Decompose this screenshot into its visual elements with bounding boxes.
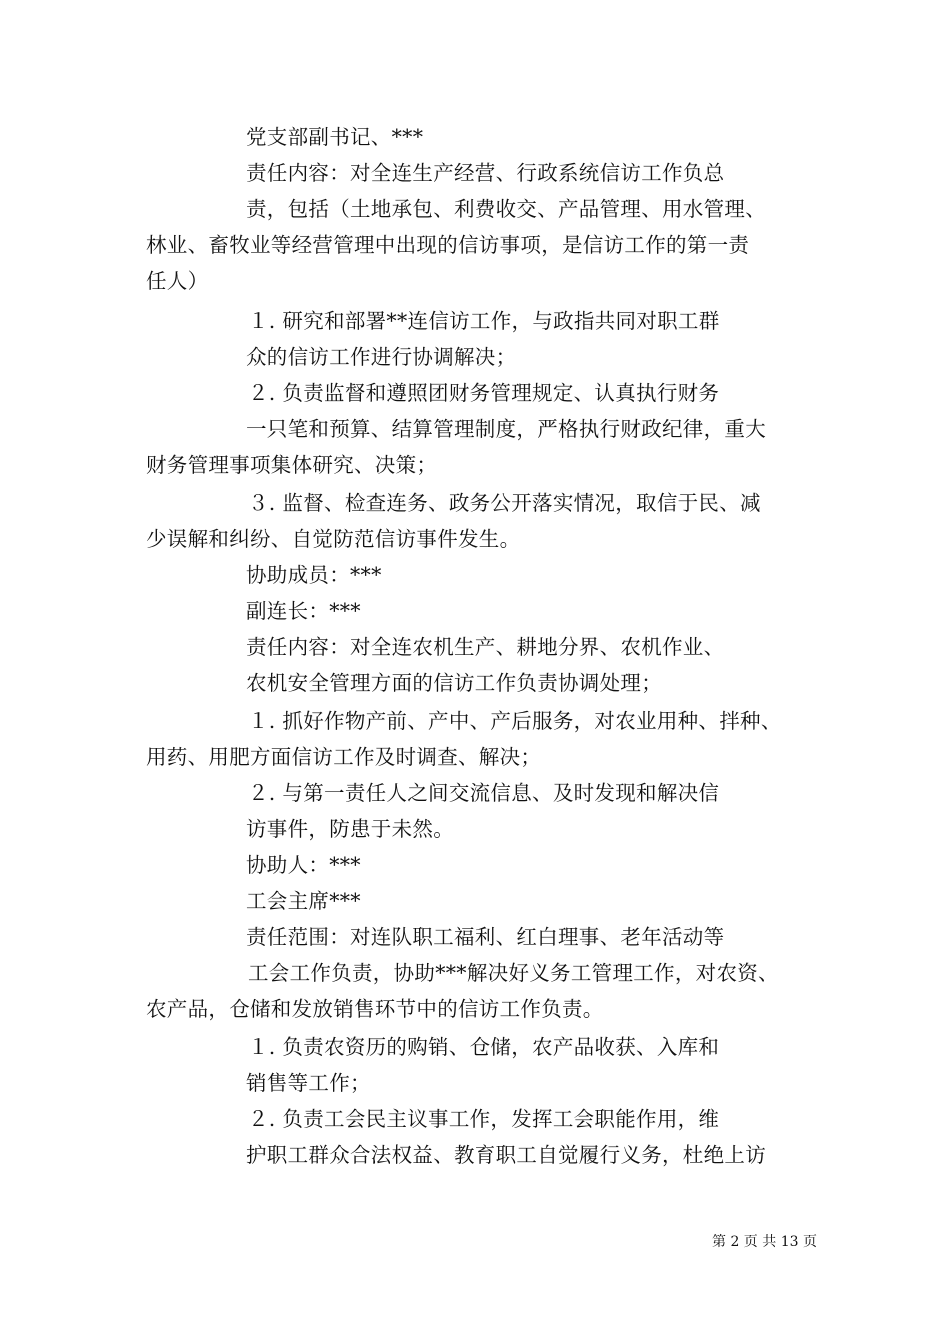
text-line: 工会主席*** [246,889,361,913]
text-line: 责，包括（土地承包、利费收交、产品管理、用水管理、 [246,197,766,221]
text-line: 任人） [146,269,209,293]
text-line: 农产品，仓储和发放销售环节中的信访工作负责。 [146,997,604,1021]
text-line: 工会工作负责，协助***解决好义务工管理工作，对农资、 [248,961,779,985]
text-line: 责任内容：对全连农机生产、耕地分界、农机作业、 [246,635,725,659]
text-line: １. 负责农资历的购销、仓储，农产品收获、入库和 [248,1035,720,1059]
text-line: 农机安全管理方面的信访工作负责协调处理； [246,671,662,695]
text-line: ２. 负责监督和遵照团财务管理规定、认真执行财务 [248,381,720,405]
text-line: ２. 与第一责任人之间交流信息、及时发现和解决信 [248,781,720,805]
text-line: 协助人：*** [246,853,361,877]
text-line: １. 研究和部署**连信访工作，与政指共同对职工群 [248,309,720,333]
text-line: 访事件，防患于未然。 [246,817,454,841]
text-line: 众的信访工作进行协调解决； [246,345,517,369]
text-line: 销售等工作； [246,1071,371,1095]
text-line: 林业、畜牧业等经营管理中出现的信访事项，是信访工作的第一责 [146,233,750,257]
text-line: ３. 监督、检查连务、政务公开落实情况，取信于民、减 [248,491,761,515]
page-number-footer: 第 2 页 共 13 页 [712,1234,817,1250]
text-line: 护职工群众合法权益、教育职工自觉履行义务，杜绝上访 [246,1143,766,1167]
text-line: 党支部副书记、*** [246,125,424,149]
text-line: 副连长：*** [246,599,361,623]
text-line: 财务管理事项集体研究、决策； [146,453,438,477]
text-line: ２. 负责工会民主议事工作，发挥工会职能作用，维 [248,1107,720,1131]
text-line: 责任范围：对连队职工福利、红白理事、老年活动等 [246,925,725,949]
text-line: 协助成员：*** [246,563,382,587]
text-line: 少误解和纠纷、自觉防范信访事件发生。 [146,527,521,551]
text-line: 责任内容：对全连生产经营、行政系统信访工作负总 [246,161,725,185]
text-line: 用药、用肥方面信访工作及时调查、解决； [146,745,542,769]
text-line: １. 抓好作物产前、产中、产后服务，对农业用种、拌种、 [248,709,782,733]
text-line: 一只笔和预算、结算管理制度，严格执行财政纪律，重大 [246,417,766,441]
